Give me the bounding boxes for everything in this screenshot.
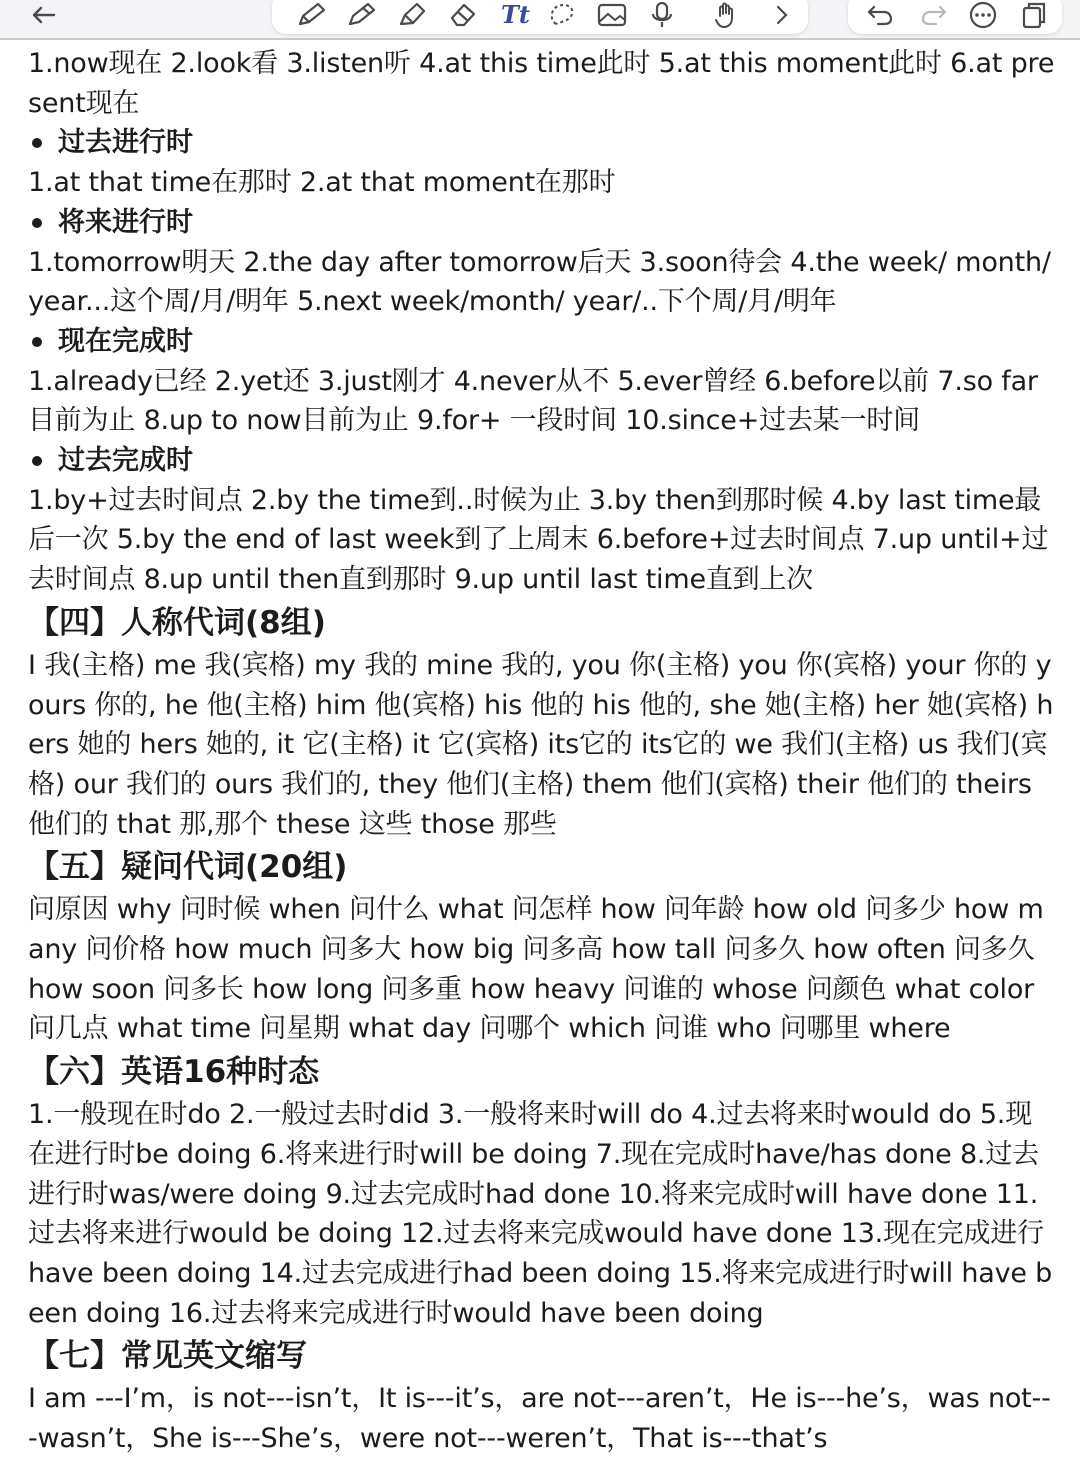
contractions-body: I am ---I’m，is not---isn’t，It is---it’s，are not---aren’t，He is---he’s，was not---wasn’t，She is---She’s，were not---weren’t，That is---that’s <box>28 1383 1051 1455</box>
highlighter-icon[interactable] <box>394 0 430 30</box>
document-content <box>28 44 1058 1459</box>
redo-icon[interactable] <box>918 0 950 30</box>
bullet-heading-future-continuous <box>28 203 1058 243</box>
toolbar <box>0 0 1080 40</box>
more-icon[interactable] <box>966 0 1000 30</box>
microphone-icon[interactable] <box>644 0 680 30</box>
present-continuous-markers: 1.now现在 2.look看 3.listen听 4.at this time此时 5.at this moment此时 6.at present现在 <box>28 48 1055 119</box>
text-tool-icon[interactable] <box>496 0 532 30</box>
bullet-dot <box>32 138 42 148</box>
heading-text: 现在完成时 <box>58 325 193 357</box>
hand-icon[interactable] <box>710 0 746 30</box>
interrogatives-body: 问原因 why 问时候 when 问什么 what 问怎样 how 问年龄 how old 问多少 how many 问价格 how much 问多大 how big 问多高 how tall 问多久 how often 问多久 how soon 问多长 how long 问多重 how heavy 问谁的 whose 问颜色 what color 问几点 what time 问星期 what day 问哪个 which 问谁 who 问哪里 where <box>28 894 1044 1045</box>
section-title-interrogatives: 【五】疑问代词(20组) <box>28 849 348 886</box>
pages-icon[interactable] <box>1018 0 1050 30</box>
past-perfect-markers: 1.by+过去时间点 2.by the time到..时候为止 3.by then到那时候 4.by last time最后一次 5.by the end of last week到了上周末 6.before+过去时间点 7.up until+过去时间点 8.up until then直到那时 9.up until last time直到上次 <box>28 484 1049 596</box>
tenses-body: 1.一般现在时do 2.一般过去时did 3.一般将来时will do 4.过去将来时would do 5.现在进行时be doing 6.将来进行时will be doing 7.现在完成时have/has done 8.过去进行时was/were doing 9.过去完成时had done 10.将来完成时will have done 11.过去将来进行would be doing 12.过去将来完成would have done 13.现在完成进行have been doing 14.过去完成进行had been doing 15.将来完成进行时will have been doing 16.过去将来完成进行时would have been doing <box>28 1099 1053 1329</box>
eraser-icon[interactable] <box>444 0 480 30</box>
future-continuous-markers: 1.tomorrow明天 2.the day after tomorrow后天 3.soon待会 4.the week/ month/ year...这个周/月/明年 5.next week/month/ year/..下个周/月/明年 <box>28 246 1051 318</box>
image-icon[interactable] <box>594 0 630 30</box>
present-perfect-markers: 1.already已经 2.yet还 3.just刚才 4.never从不 5.ever曾经 6.before以前 7.so far目前为止 8.up to now目前为止 9.for+ 一段时间 10.since+过去某一时间 <box>28 365 1038 437</box>
pen-icon[interactable] <box>294 0 330 30</box>
pencil-icon[interactable] <box>344 0 380 30</box>
undo-icon[interactable] <box>864 0 896 30</box>
chevron-right-icon[interactable] <box>768 0 796 30</box>
bullet-heading-past-perfect <box>28 441 1058 481</box>
heading-text: 过去完成时 <box>58 445 193 477</box>
section-title-tenses: 【六】英语16种时态 <box>28 1054 320 1091</box>
bullet-dot <box>32 337 42 347</box>
heading-text: 过去进行时 <box>58 127 193 159</box>
bullet-dot <box>32 218 42 228</box>
lasso-icon[interactable] <box>544 0 580 30</box>
personal-pronouns-body: I 我(主格) me 我(宾格) my 我的 mine 我的, you 你(主格) you 你(宾格) your 你的 yours 你的, he 他(主格) him 他(宾格) his 他的 his 他的, she 她(主格) her 她(宾格) hers 她的 hers 她的, it 它(主格) it 它(宾格) its它的 its它的 we 我们(主格) us 我们(宾格) our 我们的 ours 我们的, they 他们(主格) them 他们(宾格) their 他们的 theirs 他们的 that 那,那个 these 这些 those 那些 <box>28 649 1054 840</box>
past-continuous-markers: 1.at that time在那时 2.at that moment在那时 <box>28 167 616 199</box>
section-title-personal-pronouns: 【四】人称代词(8组) <box>28 604 326 641</box>
back-arrow-icon[interactable] <box>28 0 58 30</box>
bullet-dot <box>32 456 42 466</box>
heading-text: 将来进行时 <box>58 206 193 238</box>
section-title-contractions: 【七】常见英文缩写 <box>28 1338 307 1375</box>
bullet-heading-past-continuous <box>28 123 1058 163</box>
svg-text:Tt: Tt <box>501 2 530 28</box>
bullet-heading-present-perfect <box>28 322 1058 362</box>
